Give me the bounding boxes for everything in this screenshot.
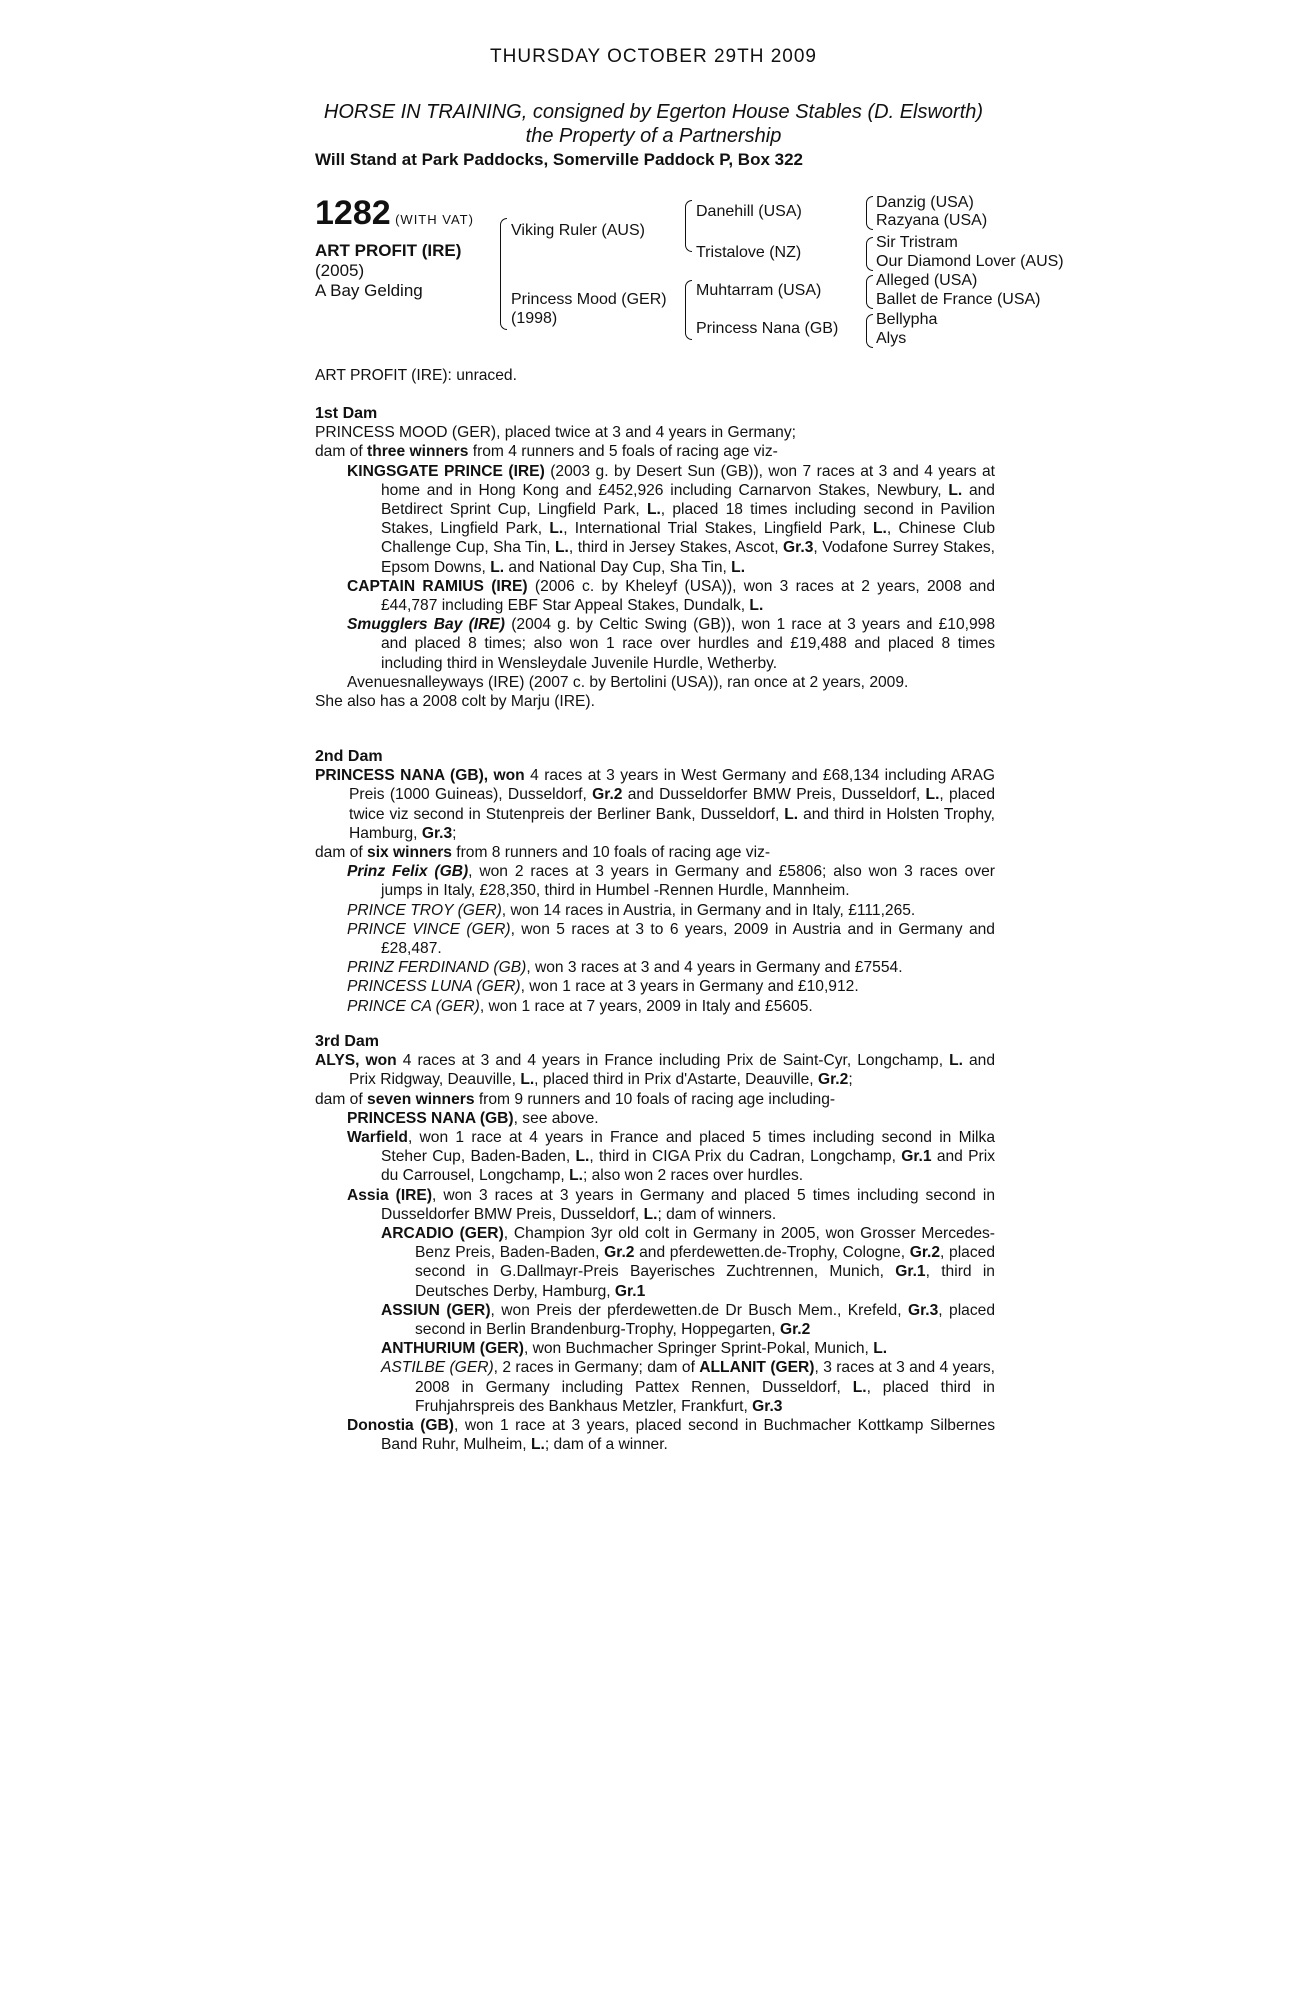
pedigree-brace-main (500, 218, 507, 330)
produce-entry: PRINCE VINCE (GER), won 5 races at 3 to 6 years, 2009 in Austria and in Germany and £28,487. (347, 920, 995, 958)
produce-entry: Prinz Felix (GB), won 2 races at 3 years in Germany and £5806; also won 3 races over jumps in Italy, £28,350, third in Humbel -Rennen Hurdle, Mannheim. (347, 863, 995, 900)
horse-name: ART PROFIT (IRE) (315, 241, 462, 260)
dam-dam: Princess Nana (GB) (696, 320, 839, 337)
sire: Viking Ruler (AUS) (511, 222, 645, 239)
pedigree-brace-sire (685, 200, 692, 252)
produce-entry: CAPTAIN RAMIUS (IRE) (2006 c. by Kheleyf (USA)), won 3 races at 2 years, 2008 and £44,787 including EBF Star Appeal Stakes, Dundalk, L. (347, 577, 995, 615)
produce-entry: Donostia (GB), won 1 race at 3 years, placed second in Buchmacher Kottkamp Silbernes Band Ruhr, Mulheim, L.; dam of a winner. (347, 1417, 995, 1454)
grand-produce-entry: ANTHURIUM (GER), won Buchmacher Springer Sprint-Pokal, Munich, L. (381, 1340, 888, 1358)
produce-entry: KINGSGATE PRINCE (IRE) (2003 g. by Desert Sun (GB)), won 7 races at 3 and 4 years at home and in Hong Kong and £452,926 including Carnarvon Stakes, Newbury, L. and Betdirect Sprint Cup, Lingfield Park, L., placed 18 times including second in Pavilion Stakes, Lingfield Park, L., International Trial Stakes, Lingfield Park, L., Chinese Club Challenge Cup, Sha Tin, L., third in Jersey Stakes, Ascot, Gr.3, Vodafone Surrey Stakes, Epsom Downs, L. and National Day Cup, Sha Tin, L. (347, 462, 996, 576)
produce-entry: PRINCESS NANA (GB), see above. (347, 1109, 599, 1127)
produce-entry: Assia (IRE), won 3 races at 3 years in Germany and placed 5 times including second in Dusseldorfer BMW Preis, Dusseldorf, L.; dam of winners. (347, 1186, 995, 1223)
grand-produce-entry: ASTILBE (GER), 2 races in Germany; dam of ALLANIT (GER), 3 races at 3 and 4 years, 2008 in Germany including Pattex Rennen, Dusseldorf, L., placed third in Fruhjahrspreis des Bankhaus Metzler, Frankfurt, Gr.3 (381, 1359, 995, 1415)
produce-entry: PRINZ FERDINAND (GB), won 3 races at 3 and 4 years in Germany and £7554. (347, 959, 903, 977)
produce-entry: PRINCE CA (GER), won 1 race at 7 years, 2009 in Italy and £5605. (347, 997, 813, 1015)
sale-date: THURSDAY OCTOBER 29TH 2009 (490, 46, 817, 67)
property-line: the Property of a Partnership (525, 125, 782, 147)
dam-sire-dam: Ballet de France (USA) (876, 291, 1041, 308)
second-dam-heading: 2nd Dam (315, 748, 383, 765)
first-dam-intro: PRINCESS MOOD (GER), placed twice at 3 and 4 years in Germany; (315, 424, 796, 442)
lot-number: 1282 (315, 194, 391, 232)
third-dam-produce-summary: dam of seven winners from 9 runners and 10 foals of racing age including- (315, 1090, 836, 1108)
second-dam-section (315, 747, 995, 1016)
first-dam-section (315, 404, 995, 711)
pedigree-brace-ss (866, 196, 873, 230)
produce-entry: Warfield, won 1 race at 4 years in France and placed 5 times including second in Milka Steher Cup, Baden-Baden, L., third in CIGA Prix du Cadran, Longchamp, Gr.1 and Prix du Carrousel, Longchamp, L.; also won 2 races over hurdles. (347, 1129, 995, 1185)
produce-entry: PRINCE TROY (GER), won 14 races in Austria, in Germany and in Italy, £111,265. (347, 901, 916, 919)
pedigree-brace-dam (685, 280, 692, 340)
horse-year: (2005) (315, 261, 365, 280)
dam-dam-dam: Alys (876, 330, 907, 347)
first-dam-produce-summary: dam of three winners from 4 runners and 5 foals of racing age viz- (315, 443, 778, 461)
race-record: ART PROFIT (IRE): unraced. (315, 367, 517, 384)
second-dam-record: PRINCESS NANA (GB), won 4 races at 3 years in West Germany and £68,134 including ARAG Preis (1000 Guineas), Dusseldorf, Gr.2 and Dusseldorfer BMW Preis, Dusseldorf, L., placed twice viz second in Stutenpreis der Berliner Bank, Dusseldorf, L. and third in Holsten Trophy, Hamburg, Gr.3; (315, 767, 995, 842)
consignment-block (0, 100, 1307, 148)
dam-dam-sire: Bellypha (876, 311, 938, 328)
first-dam-heading: 1st Dam (315, 405, 378, 422)
second-dam-produce-summary: dam of six winners from 8 runners and 10 foals of racing age viz- (315, 844, 771, 862)
grand-produce-entry: ASSIUN (GER), won Preis der pferdewetten.de Dr Busch Mem., Krefeld, Gr.3, placed second in Berlin Brandenburg-Trophy, Hoppegarten, Gr.2 (381, 1301, 995, 1339)
dam-sire: Muhtarram (USA) (696, 282, 822, 299)
sire-sire-dam: Razyana (USA) (876, 212, 988, 229)
produce-entry: Avenuesnalleyways (IRE) (2007 c. by Bertolini (USA)), ran once at 2 years, 2009. (347, 673, 909, 691)
sire-dam: Tristalove (NZ) (696, 244, 802, 261)
consignor-line: HORSE IN TRAINING, consigned by Egerton House Stables (D. Elsworth) (323, 101, 984, 123)
pedigree-brace-sd (866, 237, 873, 271)
produce-note: She also has a 2008 colt by Marju (IRE). (315, 693, 595, 711)
lot-header (315, 194, 474, 233)
dam: Princess Mood (GER) (511, 291, 667, 308)
vat-note: (WITH VAT) (395, 212, 474, 227)
sire-sire-sire: Danzig (USA) (876, 194, 974, 211)
stand-location: Will Stand at Park Paddocks, Somerville Paddock P, Box 322 (315, 150, 804, 169)
produce-entry: Smugglers Bay (IRE) (2004 g. by Celtic Swing (GB)), won 1 race at 3 years and £10,998 and placed 8 times; also won 1 race over hurdles and £19,488 and placed 8 times including third in Wensleydale Juvenile Hurdle, Wetherby. (347, 616, 995, 672)
sire-dam-dam: Our Diamond Lover (AUS) (876, 253, 1064, 270)
third-dam-record: ALYS, won 4 races at 3 and 4 years in France including Prix de Saint-Cyr, Longchamp, L. and Prix Ridgway, Deauville, L., placed third in Prix d'Astarte, Deauville, Gr.2; (315, 1052, 995, 1089)
dam-year: (1998) (511, 310, 558, 327)
pedigree-brace-ds (866, 275, 873, 309)
third-dam-heading: 3rd Dam (315, 1033, 380, 1050)
third-dam-section (315, 1032, 995, 1454)
sire-sire: Danehill (USA) (696, 203, 802, 220)
pedigree-brace-dd (866, 314, 873, 348)
grand-produce-entry: ARCADIO (GER), Champion 3yr old colt in Germany in 2005, won Grosser Mercedes-Benz Preis, Baden-Baden, Gr.2 and pferdewetten.de-Trophy, Cologne, Gr.2, placed second in G.Dallmayr-Preis Bayerisches Zuchtrennen, Munich, Gr.1, third in Deutsches Derby, Hamburg, Gr.1 (381, 1225, 995, 1300)
sire-dam-sire: Sir Tristram (876, 234, 958, 251)
dam-sire-sire: Alleged (USA) (876, 272, 978, 289)
produce-entry: PRINCESS LUNA (GER), won 1 race at 3 years in Germany and £10,912. (347, 978, 859, 996)
horse-description: A Bay Gelding (315, 281, 423, 300)
horse-details (315, 241, 461, 301)
